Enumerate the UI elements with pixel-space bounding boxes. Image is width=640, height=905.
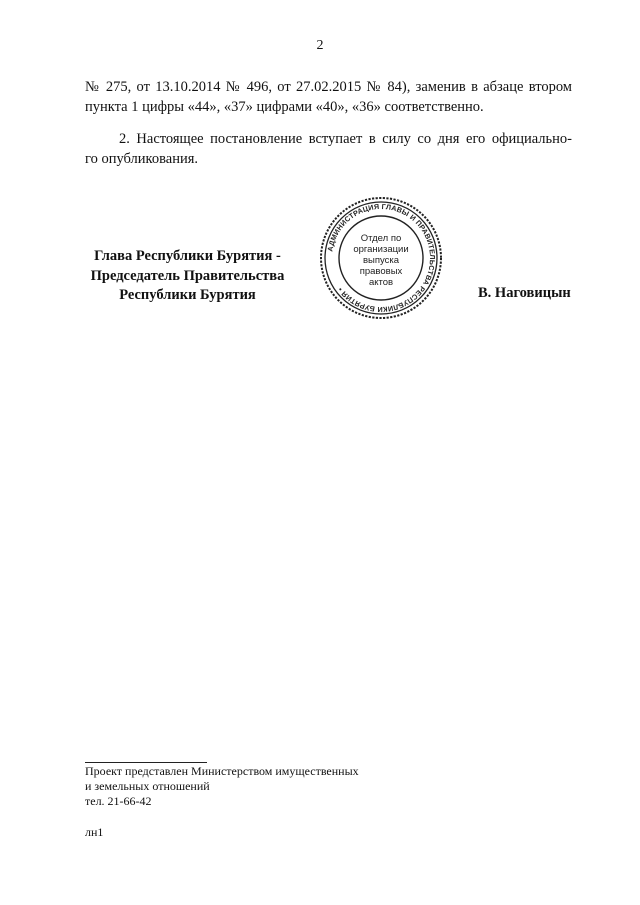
stamp-line: выпуска [362,255,400,266]
footnote-line: тел. 21-66-42 [85,794,152,808]
paragraph-amendment [85,78,572,117]
paragraph-effective-date [85,130,572,169]
signatory-position [80,247,295,306]
stamp-line: Отдел по [360,233,402,244]
stamp-line: организации [353,244,409,255]
footnote [85,764,359,809]
paragraph-line: 2. Настоящее постановление вступает в силу со дня его официально- [119,131,572,147]
stamp-center-text [318,233,444,288]
page-number: 2 [316,38,324,53]
signatory-name: В. Наговицын [478,285,571,301]
footnote-line: и земельных отношений [85,779,210,793]
stamp-line: актов [368,277,394,288]
signatory-position-line: Республики Бурятия [119,287,256,303]
footnote-divider [85,762,207,763]
paragraph-line: № 275, от 13.10.2014 № 496, от 27.02.2015 № 84), заменив в абзаце втором [85,79,572,95]
document-code: лн1 [85,825,104,839]
paragraph-line: го опубликования. [85,150,199,167]
paragraph-line: пункта 1 цифры «44», «37» цифрами «40», «36» соответственно. [85,98,484,115]
svg-text:АДМИНИСТРАЦИЯ ГЛАВЫ И ПРАВИТЕЛ: АДМИНИСТРАЦИЯ ГЛАВЫ И ПРАВИТЕЛЬСТВА РЕСПУБЛИКИ БУРЯТИЯ • [325,201,438,315]
stamp-line: правовых [359,266,403,277]
signatory-position-line: Председатель Правительства [90,267,285,284]
official-stamp [318,195,444,321]
signatory-position-line: Глава Республики Бурятия - [94,248,281,264]
footnote-line: Проект представлен Министерством имущественных [85,764,359,778]
